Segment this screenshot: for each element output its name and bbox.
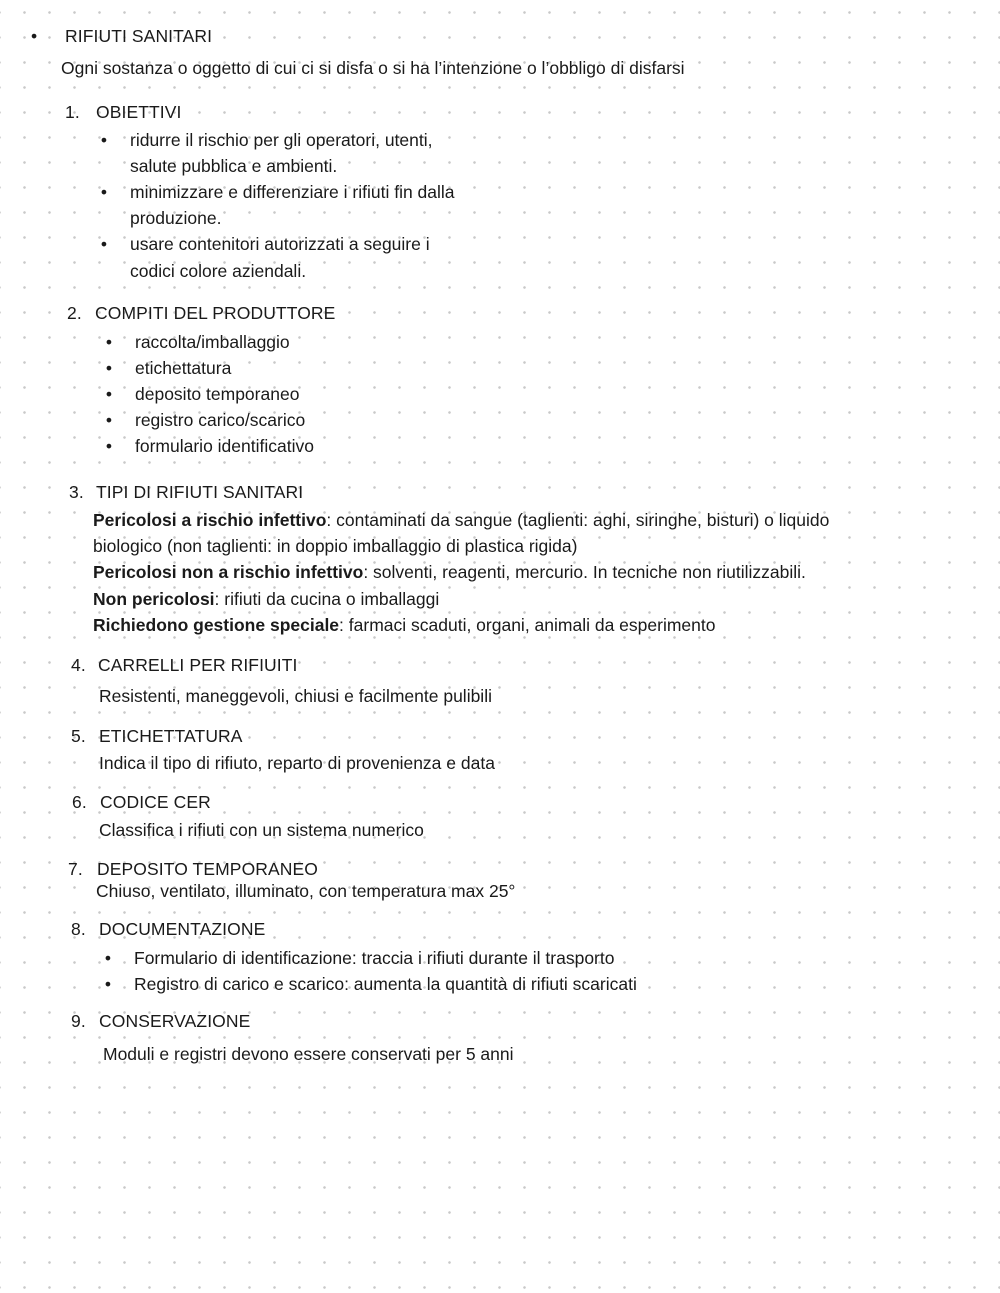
bullet-icon (98, 179, 110, 205)
list-item: ridurre il rischio per gli operatori, utenti, (130, 130, 433, 150)
section-5-number: 5. (71, 726, 86, 746)
section-2-number: 2. (67, 303, 82, 323)
waste-type-infectious (93, 507, 829, 533)
section-2-heading: COMPITI DEL PRODUTTORE (95, 303, 336, 323)
bullet-icon (102, 971, 114, 997)
section-6-heading: CODICE CER (100, 792, 211, 812)
section-9-number: 9. (71, 1011, 86, 1031)
bullet-icon (103, 355, 115, 381)
list-item: minimizzare e differenziare i rifiuti fin dalla (130, 182, 455, 202)
waste-type-special (93, 612, 715, 638)
waste-type-description-continuation: biologico (non taglienti: in doppio imballaggio di plastica rigida) (93, 536, 578, 556)
section-7-number: 7. (68, 859, 83, 879)
bullet-icon (103, 433, 115, 459)
list-item-continuation: codici colore aziendali. (130, 261, 307, 281)
list-item: Formulario di identificazione: traccia i rifiuti durante il trasporto (134, 948, 615, 968)
list-item: Registro di carico e scarico: aumenta la quantità di rifiuti scaricati (134, 974, 637, 994)
bullet-icon (103, 329, 115, 355)
list-item: usare contenitori autorizzati a seguire i (130, 234, 430, 254)
list-item: registro carico/scarico (135, 410, 306, 430)
section-9-text: Moduli e registri devono essere conservati per 5 anni (103, 1044, 514, 1064)
waste-type-non-hazardous (93, 586, 439, 612)
waste-type-non-infectious (93, 559, 806, 585)
page-title: RIFIUTI SANITARI (65, 26, 213, 46)
section-1-number: 1. (65, 102, 80, 122)
section-3-heading: TIPI DI RIFIUTI SANITARI (96, 482, 304, 502)
bullet-icon (103, 407, 115, 433)
list-item: deposito temporaneo (135, 384, 300, 404)
section-5-text: Indica il tipo di rifiuto, reparto di provenienza e data (99, 753, 495, 773)
section-9-heading: CONSERVAZIONE (99, 1011, 251, 1031)
list-item-continuation: salute pubblica e ambienti. (130, 156, 338, 176)
list-item: etichettatura (135, 358, 232, 378)
section-4-heading: CARRELLI PER RIFIUITI (98, 655, 298, 675)
waste-type-term: Pericolosi non a rischio infettivo (93, 562, 364, 582)
section-4-number: 4. (71, 655, 86, 675)
waste-type-term: Non pericolosi (93, 589, 215, 609)
waste-type-description: : farmaci scaduti, organi, animali da esperimento (339, 615, 716, 635)
waste-type-description: : contaminati da sangue (taglienti: aghi, siringhe, bisturi) o liquido (326, 510, 830, 530)
definition-text: Ogni sostanza o oggetto di cui ci si disfa o si ha l’intenzione o l’obbligo di disfarsi (61, 58, 685, 78)
bullet-icon (103, 381, 115, 407)
title-bullet: • (31, 26, 38, 46)
section-3-number: 3. (69, 482, 84, 502)
section-8-number: 8. (71, 919, 86, 939)
waste-type-description: : rifiuti da cucina o imballaggi (214, 589, 440, 609)
bullet-icon (98, 127, 110, 153)
list-item-continuation: produzione. (130, 208, 222, 228)
bullet-icon (102, 945, 114, 971)
section-1-heading: OBIETTIVI (96, 102, 182, 122)
waste-type-term: Richiedono gestione speciale (93, 615, 340, 635)
waste-type-description: : solventi, reagenti, mercurio. In tecniche non riutilizzabili. (363, 562, 806, 582)
list-item: formulario identificativo (135, 436, 314, 456)
section-8-heading: DOCUMENTAZIONE (99, 919, 266, 939)
section-7-heading: DEPOSITO TEMPORANEO (97, 859, 319, 879)
section-6-text: Classifica i rifiuti con un sistema numerico (99, 820, 424, 840)
section-7-text: Chiuso, ventilato, illuminato, con temperatura max 25° (96, 881, 516, 901)
bullet-icon (98, 231, 110, 257)
section-4-text: Resistenti, maneggevoli, chiusi e facilmente pulibili (99, 686, 492, 706)
section-6-number: 6. (72, 792, 87, 812)
list-item: raccolta/imballaggio (135, 332, 290, 352)
section-5-heading: ETICHETTATURA (99, 726, 243, 746)
waste-type-term: Pericolosi a rischio infettivo (93, 510, 327, 530)
